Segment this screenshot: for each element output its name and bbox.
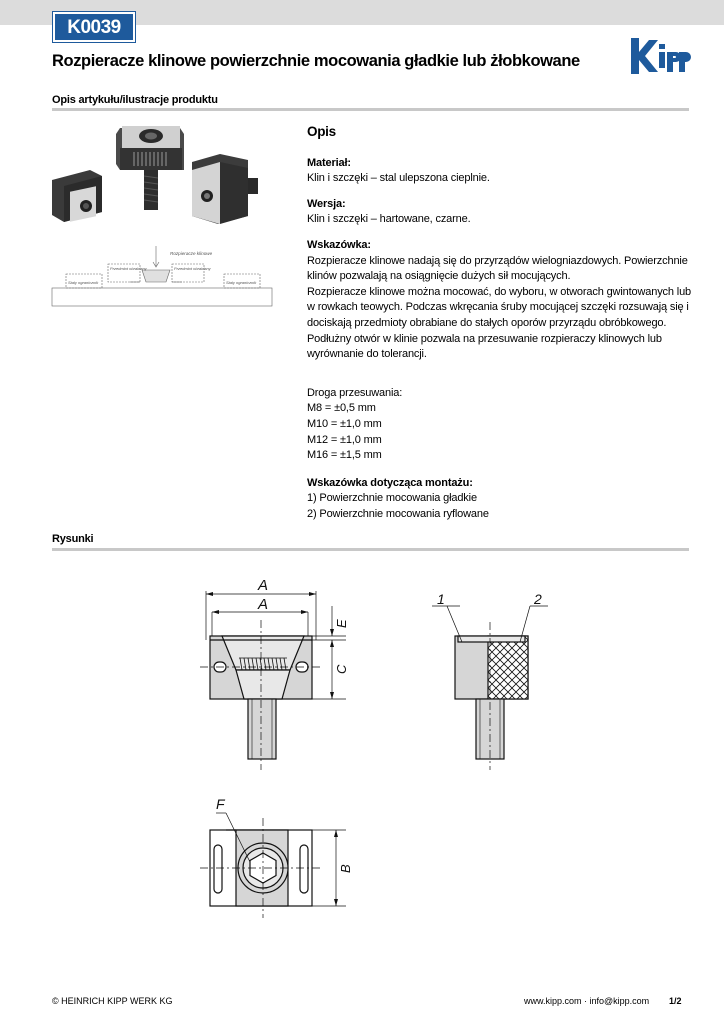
version-label: Wersja: — [307, 197, 346, 210]
label-1: 1 — [437, 591, 445, 607]
sketch-label-stop-left: Stały ogranicznik — [68, 280, 99, 285]
footer-page-number: 1/2 — [669, 996, 682, 1006]
dim-a-outer: A — [258, 577, 269, 594]
mount-label: Wskazówka dotycząca montażu: — [307, 476, 473, 489]
travel-title: Droga przesuwania: — [307, 386, 403, 399]
sketch-label-workpiece-left: Przedmiot obrabiany — [110, 266, 147, 271]
technical-drawings — [0, 560, 724, 940]
mount-item: 2) Powierzchnie mocowania ryflowane — [307, 507, 489, 520]
page-title: Rozpieracze klinowe powierzchnie mocowania gładkie lub żłobkowane — [52, 52, 580, 70]
material-text: Klin i szczęki – stal ulepszona cieplnie. — [307, 172, 490, 185]
dim-a-inner: A — [258, 596, 269, 613]
sketch-label-wedge: Rozpieracze klinowe — [170, 251, 213, 256]
section-heading-drawings: Rysunki — [52, 533, 94, 545]
travel-item: M8 = ±0,5 mm — [307, 402, 376, 415]
label-2: 2 — [534, 591, 542, 607]
dim-c: C — [334, 664, 349, 674]
travel-item: M16 = ±1,5 mm — [307, 449, 382, 462]
note-label: Wskazówka: — [307, 238, 371, 251]
version-text: Klin i szczęki – hartowane, czarne. — [307, 213, 471, 226]
dim-b: B — [338, 864, 353, 873]
description-block — [307, 124, 692, 532]
footer-copyright: © HEINRICH KIPP WERK KG — [52, 996, 173, 1006]
description-heading: Opis — [307, 124, 336, 139]
dim-e: E — [334, 619, 349, 628]
product-photo — [50, 120, 280, 245]
product-photo-center-part — [116, 126, 184, 210]
note-line: Podłużny otwór w klinie pozwala na przesuwanie rozpieraczy klinowych lub — [307, 332, 662, 345]
kipp-logo — [631, 38, 691, 74]
note-line: dociskają przedmioty obrabiane do stałych oporów przyrządu obróbkowego. — [307, 316, 667, 329]
mount-item: 1) Powierzchnie mocowania gładkie — [307, 492, 477, 505]
article-code-badge: K0039 — [53, 12, 135, 42]
sketch-label-workpiece-right: Przedmiot obrabiany — [174, 266, 211, 271]
section-rule — [52, 108, 689, 111]
dim-f: F — [216, 796, 225, 812]
travel-item: M12 = ±1,0 mm — [307, 433, 382, 446]
note-line: klinów pozwalają na osiągnięcie dużych sił mocujących. — [307, 270, 571, 283]
top-view-drawing — [200, 813, 322, 918]
note-line: Rozpieracze klinowe można mocować, do wyboru, w otworach gwintowanych lub — [307, 285, 692, 298]
product-photo-right-part — [192, 154, 258, 224]
application-sketch — [50, 242, 280, 310]
footer-contact: www.kipp.com · info@kipp.com — [524, 996, 650, 1006]
side-view-drawing — [432, 606, 548, 770]
note-line: w rowkach teowych. Podczas wkręcania śruby mocującej szczęki rozsuwają się i — [307, 301, 689, 314]
section-heading-product: Opis artykułu/ilustracje produktu — [52, 94, 218, 106]
material-label: Materiał: — [307, 156, 351, 169]
note-line: Rozpieracze klinowe nadają się do przyrządów wielogniazdowych. Powierzchnie — [307, 254, 688, 267]
travel-item: M10 = ±1,0 mm — [307, 417, 382, 430]
note-line: wyrównanie do tolerancji. — [307, 348, 427, 361]
sketch-label-stop-right: Stały ogranicznik — [226, 280, 257, 285]
product-photo-left-part — [52, 170, 102, 222]
section-rule — [52, 548, 689, 551]
